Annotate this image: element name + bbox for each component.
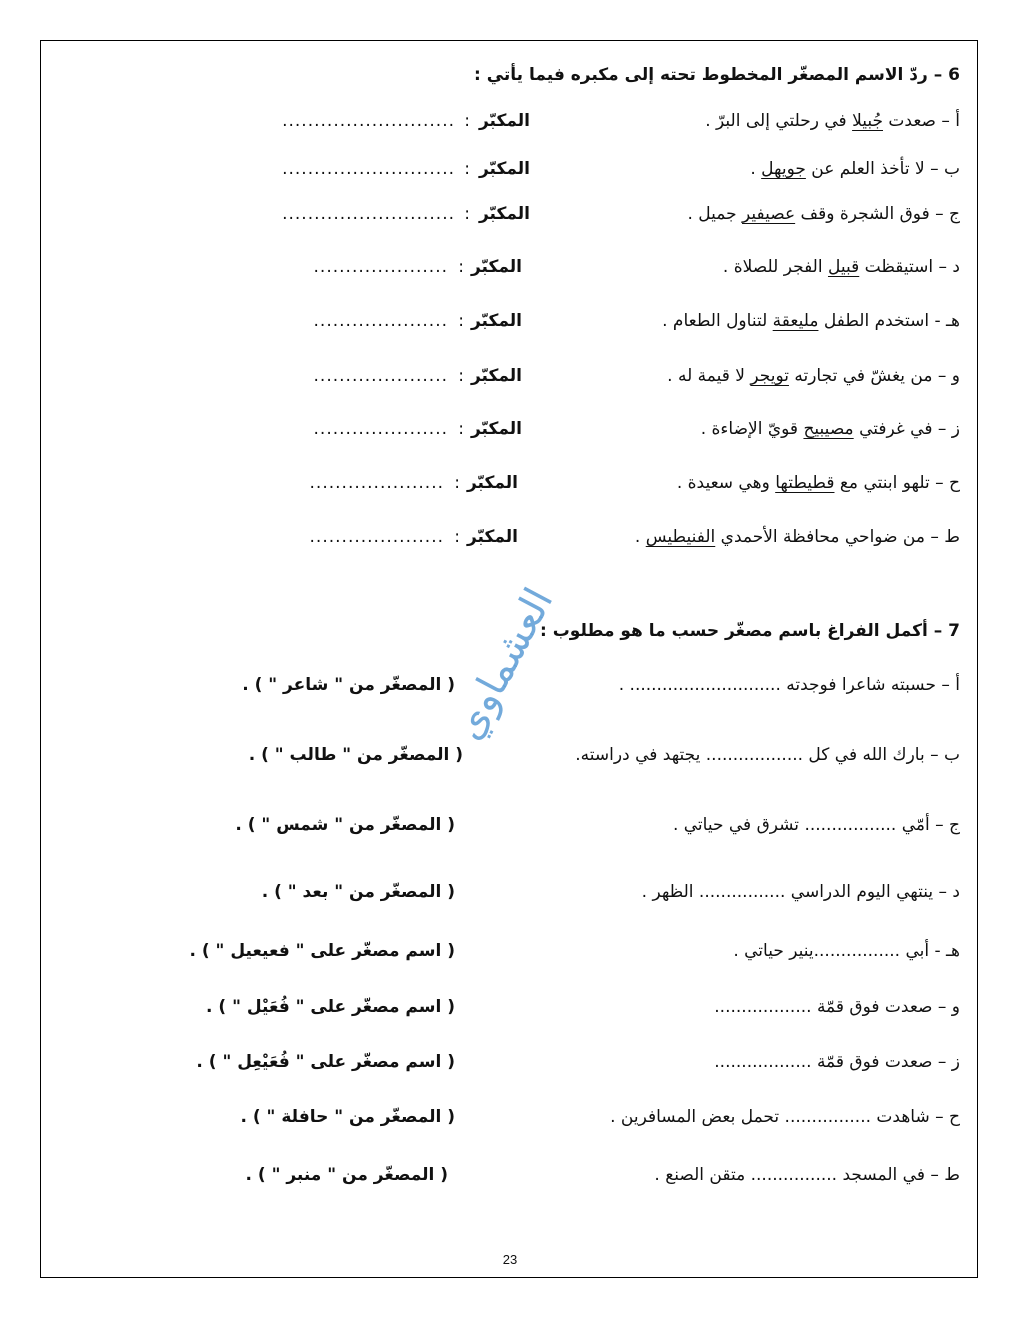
section6-heading-row xyxy=(60,58,960,92)
s7-sentence: ز – صعدت فوق قمّة .................. xyxy=(714,1052,960,1072)
s6-label: المكبّر xyxy=(478,159,530,179)
s7-item-g xyxy=(60,1045,960,1079)
s7-hint: ( المصغّر من " منبر " ) . xyxy=(245,1165,448,1185)
s7-hint: ( المصغّر من " شمس " ) . xyxy=(235,815,455,835)
watermark xyxy=(430,575,600,765)
s6-item-a xyxy=(60,104,960,138)
s6-colon: : xyxy=(458,366,464,386)
s6-label: المكبّر xyxy=(478,204,530,224)
s6-sentence: ج – فوق الشجرة وقف عصيفير جميل . xyxy=(687,204,960,224)
s7-sentence: ج – أمّي ................. تشرق في حياتي . xyxy=(672,815,960,835)
s6-colon: : xyxy=(454,473,460,493)
s7-item-h xyxy=(60,1100,960,1134)
s6-label: المكبّر xyxy=(470,311,522,331)
s6-label: المكبّر xyxy=(470,419,522,439)
s7-item-f xyxy=(60,990,960,1024)
s6-sentence: هـ - استخدم الطفل مليعقة لتناول الطعام . xyxy=(662,311,960,331)
s7-sentence: هـ - أبي ................ينير حياتي . xyxy=(733,941,960,961)
s7-item-e xyxy=(60,934,960,968)
s6-item-i xyxy=(60,520,960,554)
s7-sentence: د – ينتهي اليوم الدراسي ................ الظهر . xyxy=(641,882,960,902)
page-number: 23 xyxy=(502,1252,518,1267)
s6-sentence: ط – من ضواحي محافظة الأحمدي الفنيطيس . xyxy=(634,527,960,547)
s7-hint: ( المصغّر من " طالب " ) . xyxy=(248,745,463,765)
s6-item-e xyxy=(60,304,960,338)
s6-blank: ........................... xyxy=(282,159,455,179)
s6-label: المكبّر xyxy=(470,366,522,386)
s6-colon: : xyxy=(458,419,464,439)
s6-blank: ........................... xyxy=(282,111,455,131)
s6-colon: : xyxy=(454,527,460,547)
s6-item-g xyxy=(60,412,960,446)
s6-label: المكبّر xyxy=(478,111,530,131)
s6-blank: ..................... xyxy=(309,473,444,493)
s6-blank: ........................... xyxy=(282,204,455,224)
s6-label: المكبّر xyxy=(470,257,522,277)
s6-item-f xyxy=(60,359,960,393)
s7-sentence: ح – شاهدت ................ تحمل بعض المسافرين . xyxy=(610,1107,960,1127)
s6-sentence: ز – في غرفتي مصيبيح قويّ الإضاءة . xyxy=(700,419,960,439)
s7-hint: ( اسم مصغّر على " فعيعيل " ) . xyxy=(189,941,455,961)
s7-hint: ( المصغّر من " بعد " ) . xyxy=(261,882,455,902)
s7-sentence: ب – بارك الله في كل .................. يجتهد في دراسته. xyxy=(575,745,960,765)
s6-colon: : xyxy=(464,204,470,224)
s6-colon: : xyxy=(458,257,464,277)
s7-hint: ( المصغّر من " شاعر " ) . xyxy=(242,675,455,695)
s6-label: المكبّر xyxy=(466,473,518,493)
s6-colon: : xyxy=(464,111,470,131)
s6-label: المكبّر xyxy=(466,527,518,547)
s6-colon: : xyxy=(464,159,470,179)
s6-item-d xyxy=(60,250,960,284)
s7-sentence: أ – حسبته شاعرا فوجدته ............................ . xyxy=(618,675,960,695)
s6-sentence: و – من يغشّ في تجارته تويجر لا قيمة له . xyxy=(667,366,960,386)
s6-sentence: ب – لا تأخذ العلم عن جويهل . xyxy=(750,159,960,179)
s6-sentence: ح – تلهو ابنتي مع قطيطتها وهي سعيدة . xyxy=(676,473,960,493)
s7-item-d xyxy=(60,875,960,909)
s6-colon: : xyxy=(458,311,464,331)
s6-sentence: أ – صعدت جُبيلا في رحلتي إلى البرّ . xyxy=(705,111,960,131)
s6-sentence: د – استيقظت قبيل الفجر للصلاة . xyxy=(722,257,960,277)
s6-item-h xyxy=(60,466,960,500)
section6-heading: 6 – ردّ الاسم المصغّر المخطوط تحته إلى مكبره فيما يأتي : xyxy=(473,65,960,85)
s7-hint: ( اسم مصغّر على " فُعَيْل " ) . xyxy=(206,997,455,1017)
s6-item-b xyxy=(60,152,960,186)
s6-blank: ..................... xyxy=(313,366,448,386)
s7-item-c xyxy=(60,808,960,842)
s7-sentence: و – صعدت فوق قمّة .................. xyxy=(714,997,960,1017)
watermark-text: العشماوي xyxy=(444,580,563,748)
s7-item-i xyxy=(60,1158,960,1192)
s6-blank: ..................... xyxy=(313,419,448,439)
s6-blank: ..................... xyxy=(313,311,448,331)
s7-hint: ( اسم مصغّر على " فُعَيْعِل " ) . xyxy=(196,1052,455,1072)
s6-blank: ..................... xyxy=(313,257,448,277)
s6-item-c xyxy=(60,197,960,231)
section7-heading: 7 – أكمل الفراغ باسم مصغّر حسب ما هو مطلوب : xyxy=(539,621,960,641)
s7-sentence: ط – في المسجد ................ متقن الصنع . xyxy=(654,1165,960,1185)
s6-blank: ..................... xyxy=(309,527,444,547)
s7-hint: ( المصغّر من " حافلة " ) . xyxy=(240,1107,455,1127)
